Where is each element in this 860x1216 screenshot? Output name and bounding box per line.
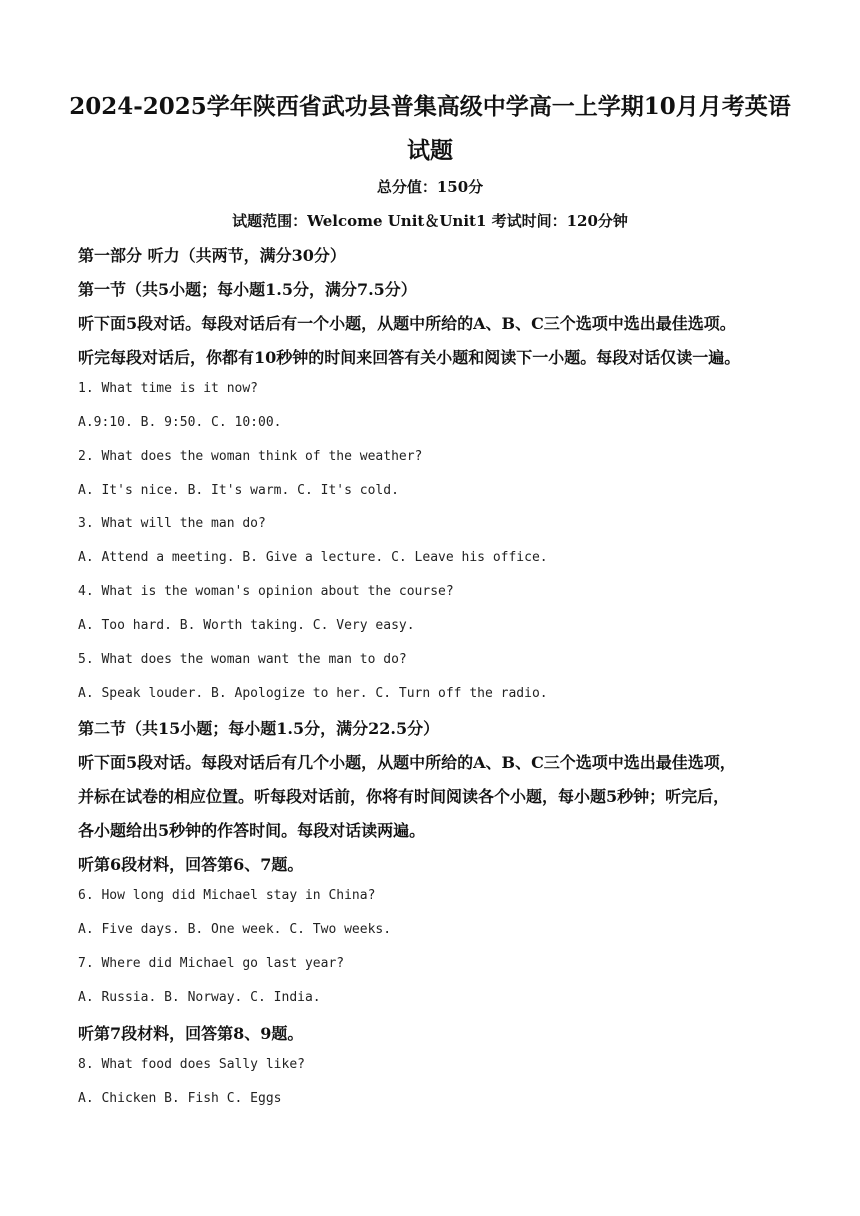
section2-instruction-1: 听下面5段对话。每段对话后有几个小题，从题中所给的A、B、C三个选项中选出最佳选项， xyxy=(78,753,736,772)
question-4-options: A. Too hard. B. Worth taking. C. Very easy. xyxy=(78,618,415,633)
part1-heading: 第一部分 听力（共两节，满分30分） xyxy=(78,246,346,265)
total-score: 总分值：150分 xyxy=(376,178,484,196)
question-1: 1. What time is it now? xyxy=(78,381,259,396)
question-5-options: A. Speak louder. B. Apologize to her. C. Turn off the radio. xyxy=(78,686,548,701)
question-3-options: A. Attend a meeting. B. Give a lecture. C. Leave his office. xyxy=(78,550,548,565)
question-6: 6. How long did Michael stay in China? xyxy=(78,888,376,903)
section2-heading: 第二节（共15小题；每小题1.5分，满分22.5分） xyxy=(78,719,440,738)
question-6-options: A. Five days. B. One week. C. Two weeks. xyxy=(78,922,392,937)
question-1-options: A.9:10. B. 9:50. C. 10:00. xyxy=(78,415,282,430)
section1-instruction-1: 听下面5段对话。每段对话后有一个小题，从题中所给的A、B、C三个选项中选出最佳选项。 xyxy=(78,314,736,333)
material-6-heading: 听第6段材料，回答第6、7题。 xyxy=(78,855,304,874)
question-4: 4. What is the woman's opinion about the course? xyxy=(78,584,454,599)
question-8: 8. What food does Sally like? xyxy=(78,1057,305,1072)
question-7: 7. Where did Michael go last year? xyxy=(78,956,345,971)
exam-scope: 试题范围：Welcome Unit＆Unit1 考试时间：120分钟 xyxy=(232,212,628,230)
question-3: 3. What will the man do? xyxy=(78,516,266,531)
question-7-options: A. Russia. B. Norway. C. India. xyxy=(78,990,321,1005)
section2-instruction-2: 并标在试卷的相应位置。听每段对话前，你将有时间阅读各个小题，每小题5秒钟；听完后， xyxy=(78,787,730,806)
section1-heading: 第一节（共5小题；每小题1.5分，满分7.5分） xyxy=(78,280,417,299)
section1-instruction-2: 听完每段对话后，你都有10秒钟的时间来回答有关小题和阅读下一小题。每段对话仅读一遍。 xyxy=(78,348,741,367)
material-7-heading: 听第7段材料，回答第8、9题。 xyxy=(78,1024,304,1043)
doc-title-line1: 2024-2025学年陕西省武功县普集高级中学高一上学期10月月考英语 xyxy=(69,93,791,120)
doc-title-line2: 试题 xyxy=(407,137,453,164)
question-2-options: A. It's nice. B. It's warm. C. It's cold. xyxy=(78,483,399,498)
question-5: 5. What does the woman want the man to do? xyxy=(78,652,407,667)
question-8-options: A. Chicken B. Fish C. Eggs xyxy=(78,1091,282,1106)
question-2: 2. What does the woman think of the weather? xyxy=(78,449,423,464)
section2-instruction-3: 各小题给出5秒钟的作答时间。每段对话读两遍。 xyxy=(78,821,426,840)
